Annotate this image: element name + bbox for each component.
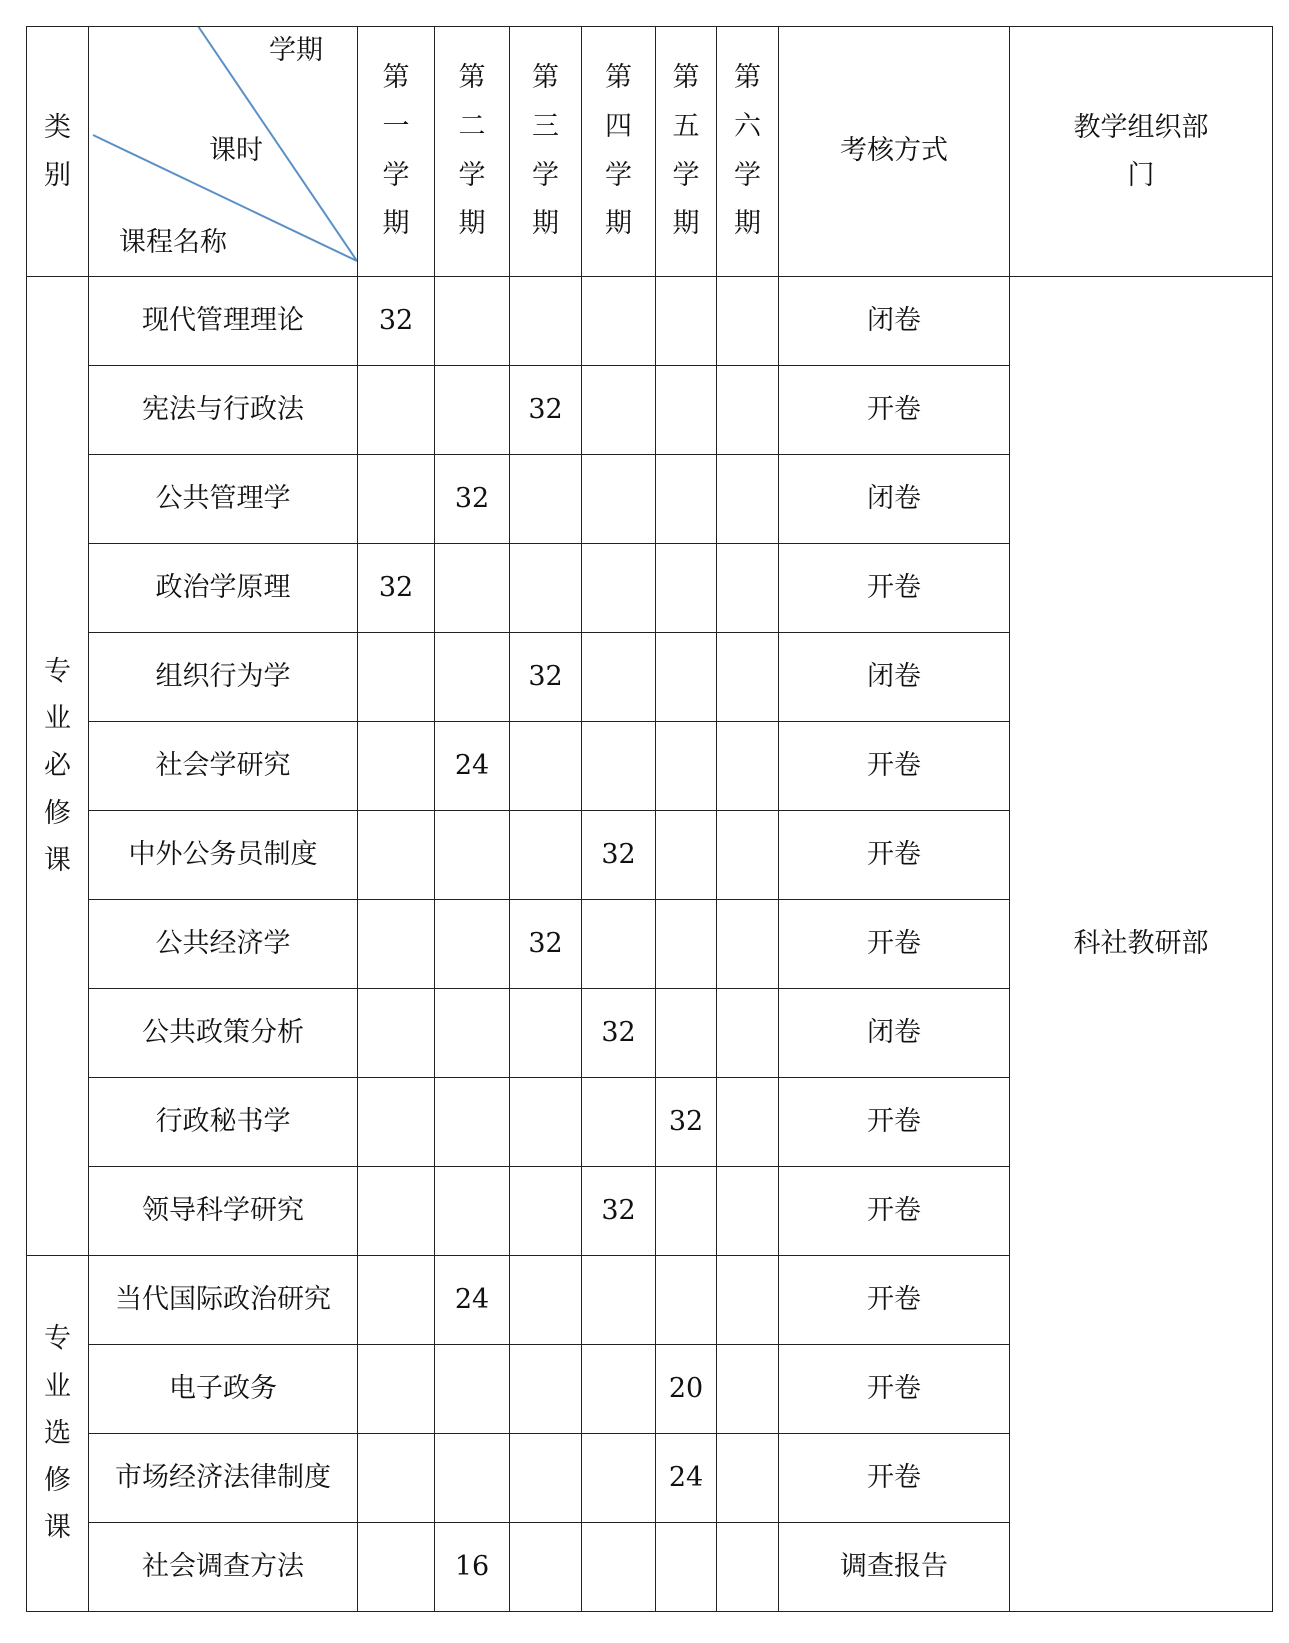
semester-hours-cell [656,277,717,366]
department-header [1010,27,1273,277]
semester-hours-cell [717,989,779,1078]
semester-hours-cell [717,633,779,722]
course-name-cell: 社会学研究 [89,722,358,811]
semester-hours-cell [510,1345,582,1434]
semester-hours-cell [582,633,656,722]
semester-hours-cell [510,455,582,544]
course-name-cell: 领导科学研究 [89,1167,358,1256]
exam-method-cell: 开卷 [779,1167,1010,1256]
semester-hours-cell [582,1523,656,1612]
semester-hours-cell [656,722,717,811]
semester-hours-cell [435,811,510,900]
semester-hours-cell [358,1523,435,1612]
semester-header-label: 第五学期 [672,62,700,240]
semester-hours-cell [435,366,510,455]
semester-hours-cell [435,1434,510,1523]
semester-hours-cell [656,633,717,722]
course-name-cell: 社会调查方法 [89,1523,358,1612]
semester-header-3 [510,27,582,277]
semester-header-1 [358,27,435,277]
department-cell: 科社教研部 [1010,277,1273,1612]
category-label: 专业必修课 [43,655,71,876]
category-required-cell [27,277,89,1256]
course-name-cell: 行政秘书学 [89,1078,358,1167]
semester-hours-cell [582,544,656,633]
semester-hours-cell [656,544,717,633]
semester-hours-cell [358,1434,435,1523]
semester-hours-cell [582,1256,656,1345]
semester-hours-cell [656,1167,717,1256]
semester-header-2 [435,27,510,277]
semester-header-5 [656,27,717,277]
header-row [27,27,1273,277]
semester-hours-cell [656,989,717,1078]
semester-hours-cell [435,900,510,989]
semester-hours-cell: 32 [582,1167,656,1256]
semester-hours-cell [435,544,510,633]
semester-hours-cell [582,1345,656,1434]
semester-hours-cell [358,989,435,1078]
semester-hours-cell: 32 [358,544,435,633]
semester-hours-cell [510,544,582,633]
semester-hours-cell [717,1523,779,1612]
semester-hours-cell [717,1078,779,1167]
semester-hours-cell [358,1256,435,1345]
semester-hours-cell [435,1078,510,1167]
semester-hours-cell [510,1167,582,1256]
exam-method-header [779,27,1010,277]
course-name-cell: 市场经济法律制度 [89,1434,358,1523]
semester-hours-cell [656,1256,717,1345]
semester-hours-cell [656,455,717,544]
semester-hours-cell [582,1434,656,1523]
semester-hours-cell [358,900,435,989]
course-name-cell: 宪法与行政法 [89,366,358,455]
course-name-cell: 公共政策分析 [89,989,358,1078]
semester-hours-cell [358,366,435,455]
diag-label-term: 学期 [269,35,323,66]
course-name-cell: 现代管理理论 [89,277,358,366]
semester-hours-cell [435,277,510,366]
course-name-cell: 中外公务员制度 [89,811,358,900]
exam-method-cell: 开卷 [779,722,1010,811]
exam-method-cell: 闭卷 [779,277,1010,366]
semester-hours-cell: 20 [656,1345,717,1434]
semester-hours-cell [582,722,656,811]
semester-hours-cell [510,722,582,811]
semester-hours-cell [358,1078,435,1167]
category-header-label: 类别 [43,112,71,191]
exam-method-cell: 闭卷 [779,989,1010,1078]
diag-label-course: 课程名称 [119,227,227,258]
semester-hours-cell [717,900,779,989]
exam-method-cell: 开卷 [779,1256,1010,1345]
semester-header-label: 第一学期 [382,62,410,240]
course-name-cell: 电子政务 [89,1345,358,1434]
semester-hours-cell [510,1523,582,1612]
semester-header-label: 第二学期 [458,62,486,240]
semester-hours-cell [510,811,582,900]
semester-hours-cell [510,1434,582,1523]
semester-hours-cell [510,277,582,366]
exam-method-cell: 开卷 [779,1078,1010,1167]
semester-header-label: 第四学期 [604,62,632,240]
semester-header-4 [582,27,656,277]
table-row [27,277,1273,366]
exam-method-cell: 闭卷 [779,633,1010,722]
semester-hours-cell [435,989,510,1078]
semester-header-6 [717,27,779,277]
semester-hours-cell [717,811,779,900]
course-name-cell: 组织行为学 [89,633,358,722]
exam-method-cell: 开卷 [779,811,1010,900]
semester-hours-cell [717,1256,779,1345]
diag-label-hours: 课时 [209,135,263,166]
semester-hours-cell [435,633,510,722]
curriculum-table [26,26,1273,1612]
course-name-cell: 公共经济学 [89,900,358,989]
semester-header-label: 第六学期 [733,62,761,240]
semester-hours-cell [717,1434,779,1523]
semester-header-label: 第三学期 [531,62,559,240]
semester-hours-cell [358,455,435,544]
semester-hours-cell [582,277,656,366]
semester-hours-cell [582,455,656,544]
semester-hours-cell: 24 [656,1434,717,1523]
exam-method-cell: 闭卷 [779,455,1010,544]
semester-hours-cell: 32 [582,811,656,900]
semester-hours-cell: 32 [582,989,656,1078]
semester-hours-cell [656,1523,717,1612]
semester-hours-cell [510,1078,582,1167]
department-header-label: 教学组织部门 [1073,112,1209,191]
semester-hours-cell [582,366,656,455]
semester-hours-cell [582,1078,656,1167]
semester-hours-cell: 32 [510,900,582,989]
semester-hours-cell: 32 [358,277,435,366]
semester-hours-cell: 32 [510,633,582,722]
semester-hours-cell [717,455,779,544]
semester-hours-cell [435,1345,510,1434]
category-header [27,27,89,277]
semester-hours-cell: 24 [435,722,510,811]
exam-method-header-label: 考核方式 [840,135,948,167]
semester-hours-cell: 16 [435,1523,510,1612]
course-name-cell: 公共管理学 [89,455,358,544]
exam-method-cell: 开卷 [779,544,1010,633]
exam-method-cell: 开卷 [779,900,1010,989]
semester-hours-cell [717,277,779,366]
semester-hours-cell [510,989,582,1078]
course-name-cell: 政治学原理 [89,544,358,633]
semester-hours-cell [358,811,435,900]
semester-hours-cell [656,366,717,455]
semester-hours-cell: 32 [656,1078,717,1167]
semester-hours-cell [358,1167,435,1256]
semester-hours-cell [358,633,435,722]
exam-method-cell: 调查报告 [779,1523,1010,1612]
semester-hours-cell [717,722,779,811]
exam-method-cell: 开卷 [779,366,1010,455]
table-body [27,27,1273,1612]
semester-hours-cell [510,1256,582,1345]
exam-method-cell: 开卷 [779,1345,1010,1434]
semester-hours-cell [717,366,779,455]
semester-hours-cell [582,900,656,989]
course-name-cell: 当代国际政治研究 [89,1256,358,1345]
semester-hours-cell [656,811,717,900]
semester-hours-cell [435,1167,510,1256]
semester-hours-cell [717,544,779,633]
semester-hours-cell [717,1167,779,1256]
category-elective-cell [27,1256,89,1612]
diagonal-header-cell [89,27,358,277]
semester-hours-cell: 24 [435,1256,510,1345]
semester-hours-cell: 32 [435,455,510,544]
semester-hours-cell [656,900,717,989]
semester-hours-cell [717,1345,779,1434]
category-label: 专业选修课 [43,1323,71,1544]
semester-hours-cell [358,722,435,811]
exam-method-cell: 开卷 [779,1434,1010,1523]
semester-hours-cell: 32 [510,366,582,455]
semester-hours-cell [358,1345,435,1434]
